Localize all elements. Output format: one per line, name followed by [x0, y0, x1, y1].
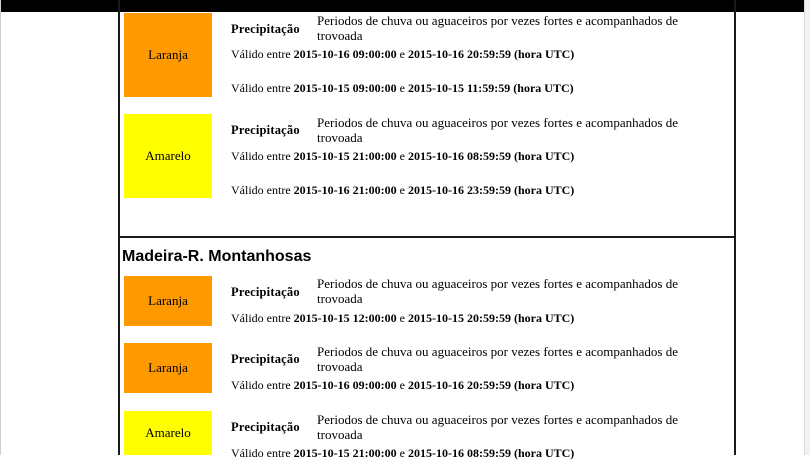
period-end: 2015-10-16 20:59:59 [407, 378, 511, 392]
valid-between: e [399, 183, 405, 197]
valid-between: e [399, 311, 405, 325]
validity-period [231, 183, 574, 198]
utc-suffix: (hora UTC) [513, 149, 575, 163]
warning-level-swatch [124, 343, 212, 393]
valid-prefix: Válido entre [231, 81, 291, 95]
right-page-edge [804, 0, 810, 455]
table-bottom-border [118, 236, 736, 238]
warning-description: Periodos de chuva ou aguaceiros por vezes fortes e acompanhados de trovoada [317, 412, 678, 442]
warning-level-swatch [124, 114, 212, 198]
validity-period [231, 81, 574, 96]
warning-level-label: Amarelo [145, 148, 191, 163]
utc-suffix: (hora UTC) [513, 183, 575, 197]
validity-period [231, 378, 574, 393]
valid-between: e [399, 446, 405, 460]
warning-description: Periodos de chuva ou aguaceiros por vezes fortes e acompanhados de trovoada [317, 276, 678, 306]
period-start: 2015-10-15 12:00:00 [293, 311, 397, 325]
warning-description: Periodos de chuva ou aguaceiros por vezes fortes e acompanhados de trovoada [317, 115, 678, 145]
utc-suffix: (hora UTC) [513, 378, 575, 392]
period-start: 2015-10-15 21:00:00 [293, 446, 397, 460]
valid-between: e [399, 47, 405, 61]
warning-level-label: Laranja [148, 47, 188, 62]
table-left-border [118, 0, 120, 455]
utc-suffix: (hora UTC) [513, 47, 575, 61]
period-end: 2015-10-16 08:59:59 [407, 446, 511, 460]
warning-level-swatch [124, 13, 212, 97]
period-end: 2015-10-16 23:59:59 [407, 183, 511, 197]
warning-level-label: Laranja [148, 360, 188, 375]
warning-type: Precipitação [231, 352, 300, 366]
warning-description: Periodos de chuva ou aguaceiros por vezes fortes e acompanhados de trovoada [317, 344, 678, 374]
period-end: 2015-10-16 20:59:59 [407, 47, 511, 61]
valid-prefix: Válido entre [231, 378, 291, 392]
period-end: 2015-10-16 08:59:59 [407, 149, 511, 163]
utc-suffix: (hora UTC) [513, 446, 575, 460]
validity-period [231, 149, 574, 164]
warning-type: Precipitação [231, 123, 300, 137]
valid-between: e [399, 149, 405, 163]
region-heading: Madeira-R. Montanhosas [122, 248, 312, 265]
table-right-border [734, 0, 736, 455]
valid-prefix: Válido entre [231, 311, 291, 325]
validity-period [231, 446, 574, 461]
warning-level-label: Amarelo [145, 425, 191, 440]
valid-prefix: Válido entre [231, 149, 291, 163]
warning-level-swatch [124, 276, 212, 326]
valid-between: e [399, 81, 405, 95]
warning-type: Precipitação [231, 420, 300, 434]
utc-suffix: (hora UTC) [513, 311, 575, 325]
validity-period [231, 47, 574, 62]
period-start: 2015-10-16 09:00:00 [293, 378, 397, 392]
period-end: 2015-10-15 20:59:59 [407, 311, 511, 325]
top-frame-bar [0, 0, 810, 12]
utc-suffix: (hora UTC) [513, 81, 574, 95]
period-start: 2015-10-15 21:00:00 [293, 149, 397, 163]
warning-level-swatch [124, 411, 212, 455]
validity-period [231, 311, 574, 326]
warning-level-label: Laranja [148, 293, 188, 308]
valid-between: e [399, 378, 405, 392]
period-start: 2015-10-15 09:00:00 [293, 81, 397, 95]
left-page-edge [0, 0, 1, 455]
warning-description: Periodos de chuva ou aguaceiros por vezes fortes e acompanhados de trovoada [317, 13, 678, 43]
warning-type: Precipitação [231, 22, 300, 36]
warning-type: Precipitação [231, 285, 300, 299]
valid-prefix: Válido entre [231, 446, 291, 460]
valid-prefix: Válido entre [231, 47, 291, 61]
period-start: 2015-10-16 21:00:00 [293, 183, 397, 197]
period-end: 2015-10-15 11:59:59 [407, 81, 511, 95]
valid-prefix: Válido entre [231, 183, 291, 197]
period-start: 2015-10-16 09:00:00 [293, 47, 397, 61]
